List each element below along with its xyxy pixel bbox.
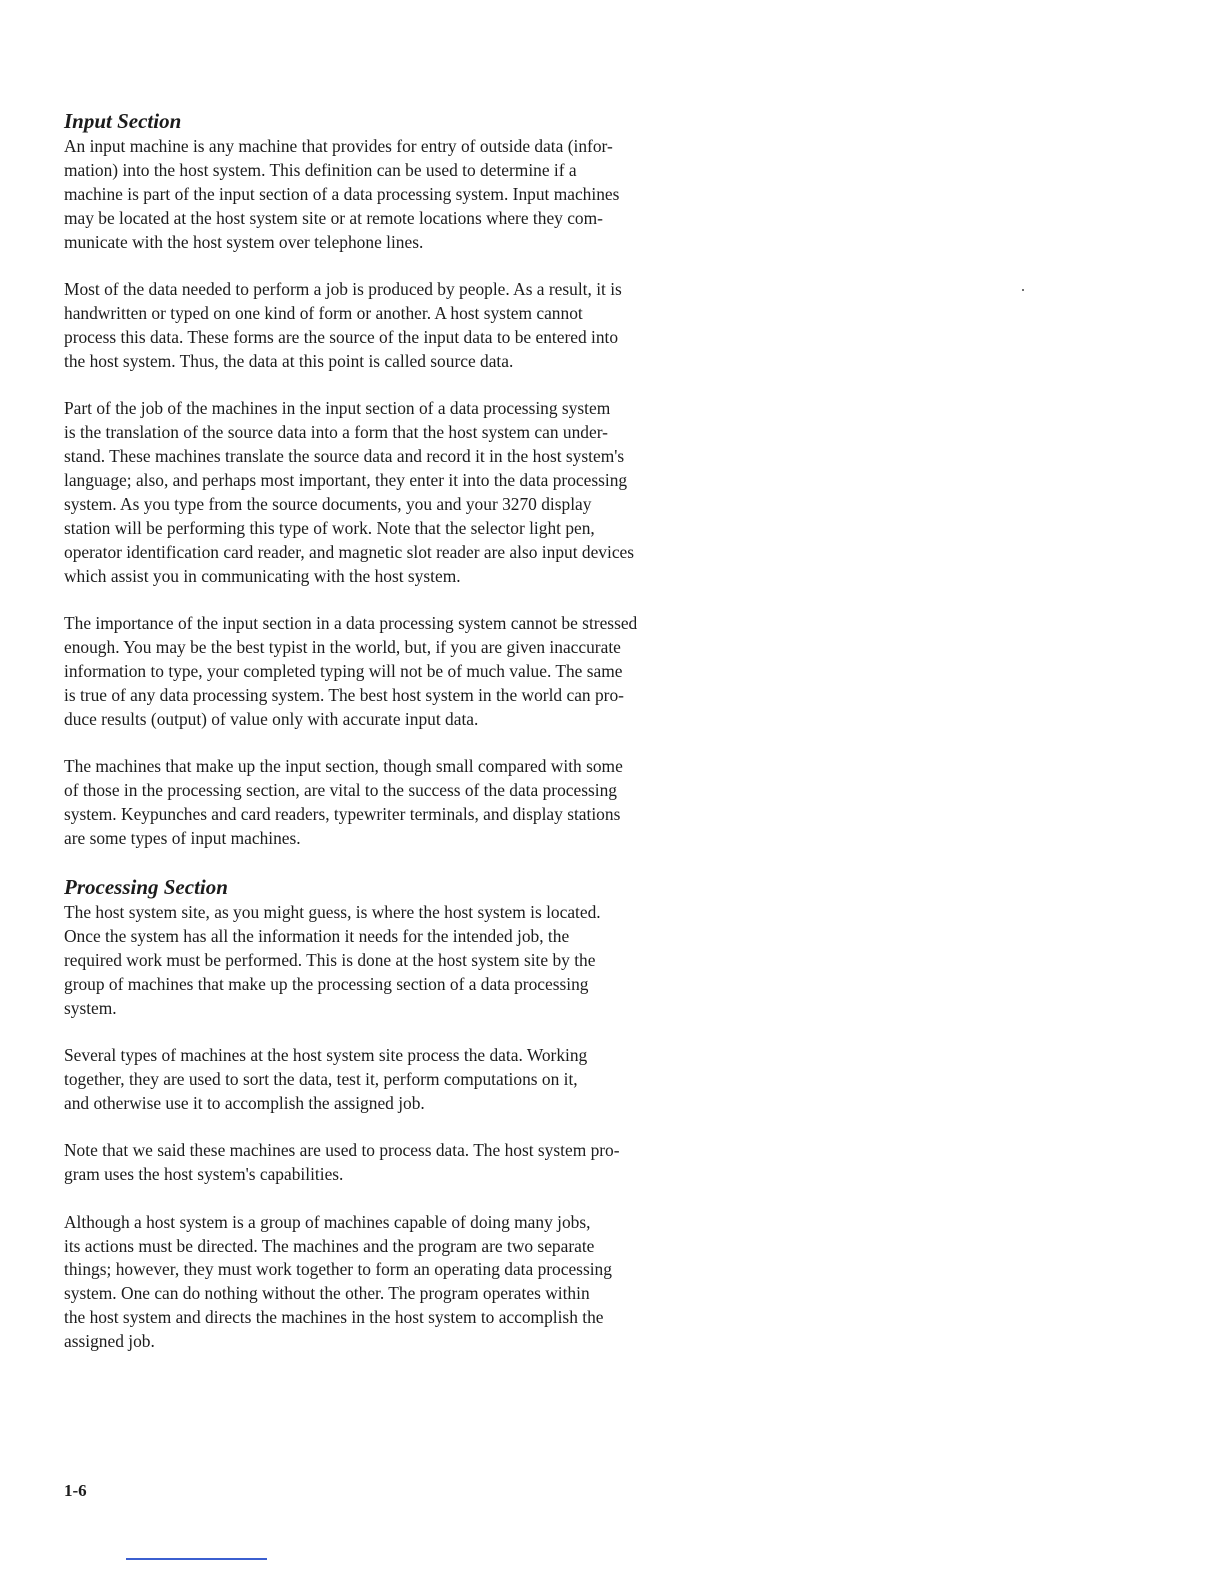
section-heading-input: Input Section bbox=[64, 109, 182, 133]
text-line: process this data. These forms are the source of the input data to be entered into bbox=[64, 326, 619, 347]
text-line: Although a host system is a group of machines capable of doing many jobs, bbox=[64, 1211, 591, 1232]
text-line: mation) into the host system. This definition can be used to determine if a bbox=[64, 159, 577, 180]
text-line: gram uses the host system's capabilities. bbox=[64, 1164, 344, 1185]
text-line: operator identification card reader, and magnetic slot reader are also input devices bbox=[64, 541, 635, 562]
bottom-rule bbox=[126, 1558, 267, 1560]
text-line: duce results (output) of value only with accurate input data. bbox=[64, 708, 479, 729]
paragraph bbox=[64, 755, 744, 851]
text-line: together, they are used to sort the data, test it, perform computations on it, bbox=[64, 1069, 578, 1089]
text-line: The importance of the input section in a data processing system cannot be stressed bbox=[64, 612, 638, 633]
text-line: system. Keypunches and card readers, typewriter terminals, and display stations bbox=[64, 803, 621, 824]
text-line: and otherwise use it to accomplish the assigned job. bbox=[64, 1092, 425, 1113]
text-line: system. bbox=[64, 997, 117, 1018]
text-line: enough. You may be the best typist in the world, but, if you are given inaccurate bbox=[64, 636, 621, 657]
text-line: information to type, your completed typing will not be of much value. The same bbox=[64, 660, 623, 681]
input-section bbox=[64, 108, 744, 851]
paragraph bbox=[64, 901, 744, 1021]
text-line: is true of any data processing system. The best host system in the world can pro- bbox=[64, 684, 624, 705]
text-line: of those in the processing section, are vital to the success of the data processing bbox=[64, 779, 617, 800]
text-line: machine is part of the input section of a data processing system. Input machines bbox=[64, 183, 620, 204]
paragraph bbox=[64, 1211, 744, 1354]
page-body bbox=[64, 108, 744, 1378]
paragraph bbox=[64, 1139, 744, 1187]
page-number: 1-6 bbox=[64, 1481, 87, 1500]
text-line: system. One can do nothing without the other. The program operates within bbox=[64, 1283, 590, 1304]
text-line: group of machines that make up the processing section of a data processing bbox=[64, 973, 589, 994]
paragraph bbox=[64, 278, 744, 374]
paragraph bbox=[64, 612, 744, 732]
text-line: The machines that make up the input section, though small compared with some bbox=[64, 755, 623, 776]
paragraph bbox=[64, 397, 744, 588]
text-line: the host system. Thus, the data at this point is called source data. bbox=[64, 350, 514, 371]
text-line: An input machine is any machine that provides for entry of outside data (infor- bbox=[64, 136, 613, 156]
text-line: Note that we said these machines are used to process data. The host system pro- bbox=[64, 1140, 620, 1161]
text-line: stand. These machines translate the source data and record it in the host system's bbox=[64, 445, 625, 466]
text-line: municate with the host system over telephone lines. bbox=[64, 231, 424, 252]
text-line: the host system and directs the machines in the host system to accomplish the bbox=[64, 1307, 604, 1328]
text-line: language; also, and perhaps most important, they enter it into the data processing bbox=[64, 469, 628, 490]
text-line: are some types of input machines. bbox=[64, 827, 301, 848]
text-line: The host system site, as you might guess, is where the host system is located. bbox=[64, 902, 601, 923]
text-line: system. As you type from the source documents, you and your 3270 display bbox=[64, 493, 592, 514]
text-line: Most of the data needed to perform a job is produced by people. As a result, it is bbox=[64, 279, 622, 300]
paragraph bbox=[64, 1044, 744, 1116]
section-heading-processing: Processing Section bbox=[64, 875, 228, 900]
scan-speck bbox=[1022, 289, 1024, 291]
paragraph bbox=[64, 135, 744, 255]
text-line: assigned job. bbox=[64, 1331, 155, 1352]
text-line: required work must be performed. This is done at the host system site by the bbox=[64, 949, 596, 970]
text-line: things; however, they must work together to form an operating data processing bbox=[64, 1259, 612, 1280]
processing-section bbox=[64, 874, 744, 1354]
text-line: Part of the job of the machines in the input section of a data processing system bbox=[64, 398, 611, 419]
text-line: Several types of machines at the host system site process the data. Working bbox=[64, 1045, 588, 1066]
text-line: handwritten or typed on one kind of form or another. A host system cannot bbox=[64, 302, 583, 323]
text-line: may be located at the host system site or at remote locations where they com- bbox=[64, 207, 603, 228]
text-line: station will be performing this type of work. Note that the selector light pen, bbox=[64, 517, 595, 538]
text-line: its actions must be directed. The machines and the program are two separate bbox=[64, 1235, 595, 1256]
text-line: Once the system has all the information it needs for the intended job, the bbox=[64, 925, 570, 946]
text-line: which assist you in communicating with the host system. bbox=[64, 565, 461, 586]
text-line: is the translation of the source data into a form that the host system can under- bbox=[64, 422, 608, 443]
